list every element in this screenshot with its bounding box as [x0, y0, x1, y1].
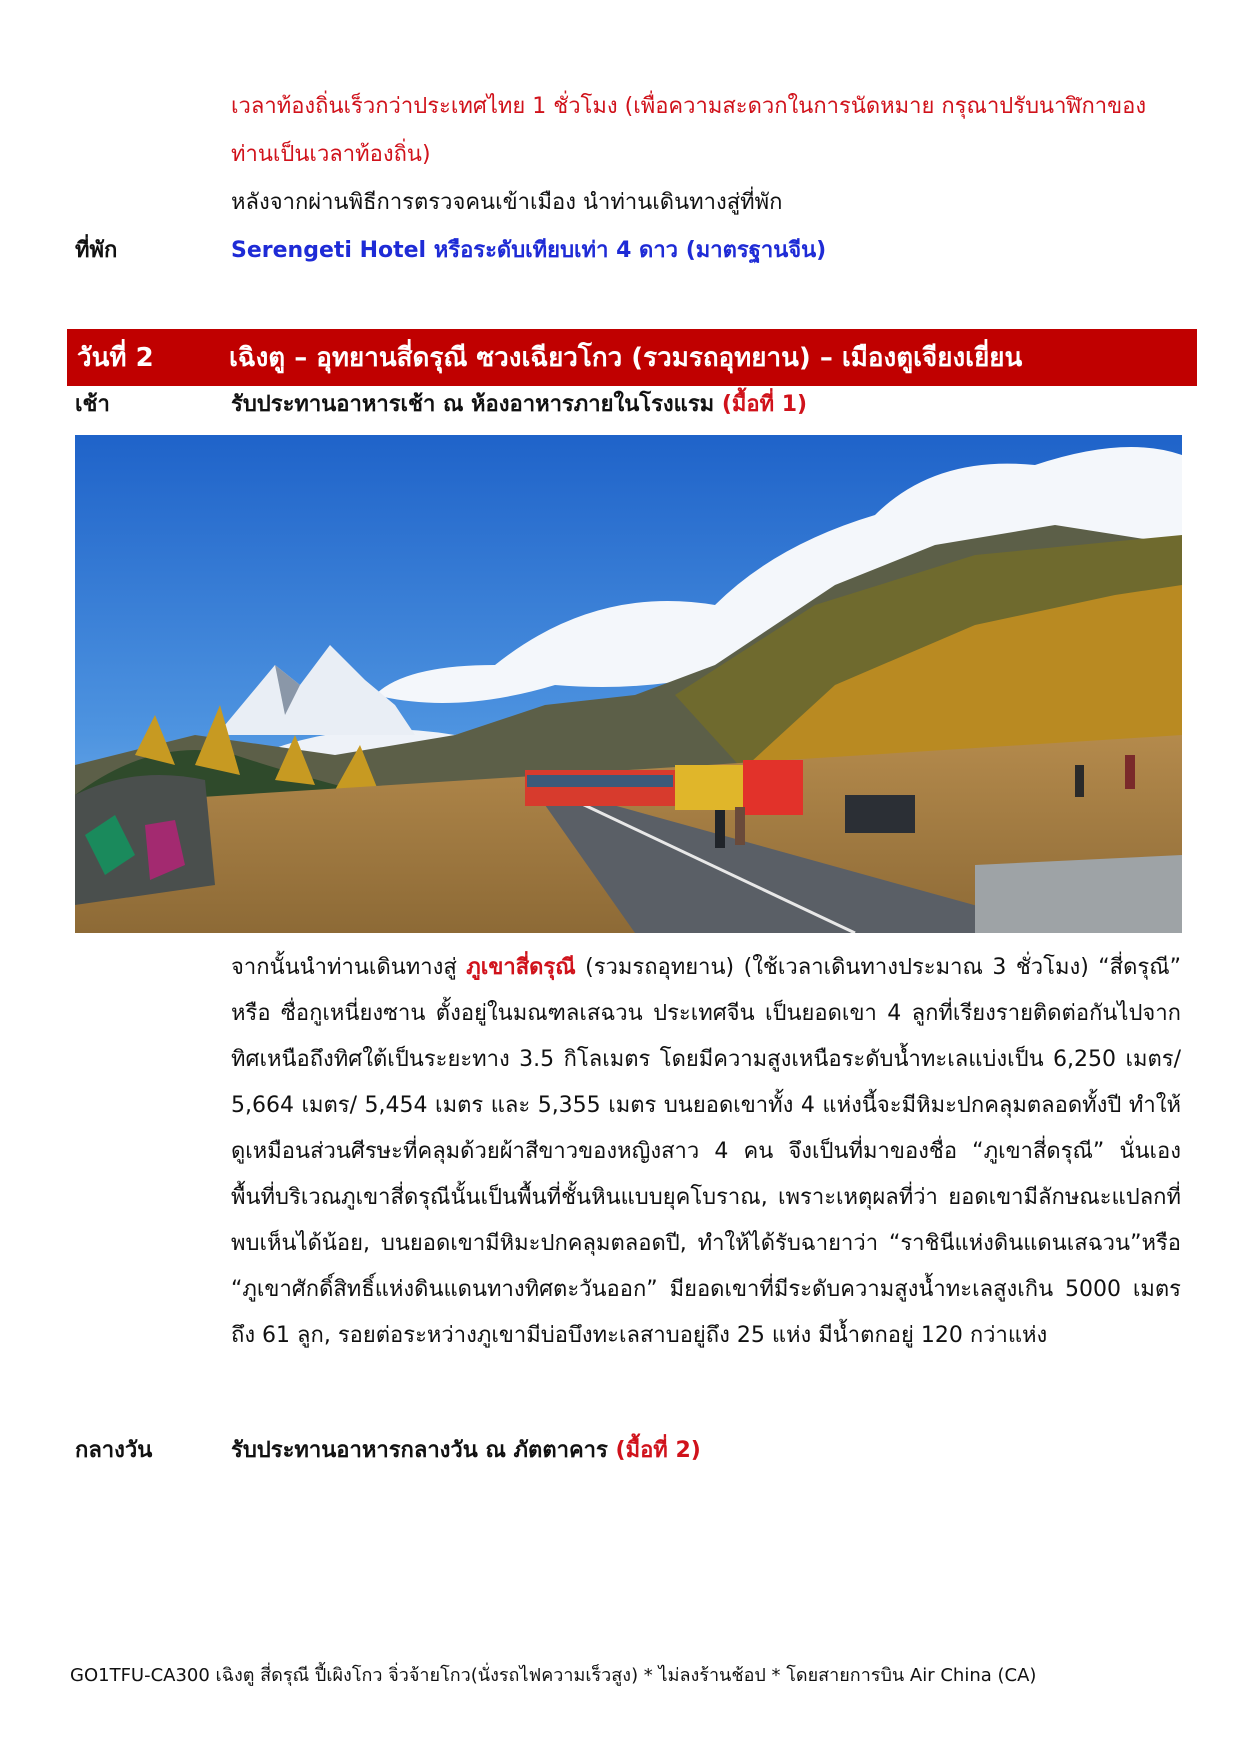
- mountain-landscape-photo: [75, 435, 1182, 933]
- lunch-label: กลางวัน: [75, 1438, 153, 1463]
- lunch-meal-number: (มื้อที่ 2): [615, 1438, 701, 1463]
- page-footer: GO1TFU-CA300 เฉิงตู สี่ดรุณี ปี้เผิงโกว จิ่วจ้ายโกว(นั่งรถไฟความเร็วสูง) * ไม่ลงร้านช้อป * โดยสายการบิน Air China (CA): [70, 1665, 1037, 1686]
- breakfast-text: รับประทานอาหารเช้า ณ ห้องอาหารภายในโรงแรม: [231, 392, 722, 417]
- immigration-note: หลังจากผ่านพิธีการตรวจคนเข้าเมือง นำท่านเดินทางสู่ที่พัก: [231, 190, 783, 215]
- description-highlight: ภูเขาสี่ดรุณี: [466, 955, 576, 980]
- day-header-band: [67, 329, 1197, 386]
- timezone-note-line2: ท่านเป็นเวลาท้องถิ่น): [231, 142, 431, 167]
- breakfast-label: เช้า: [75, 392, 110, 417]
- timezone-note-line1: เวลาท้องถิ่นเร็วกว่าประเทศไทย 1 ชั่วโมง (เพื่อความสะดวกในการนัดหมาย กรุณาปรับนาฬิกาของ: [231, 94, 1147, 119]
- day-title: เฉิงตู – อุทยานสี่ดรุณี ซวงเฉียวโกว (รวมรถอุทยาน) – เมืองตูเจียงเยี่ยน: [229, 343, 1023, 373]
- description-body: (รวมรถอุทยาน) (ใช้เวลาเดินทางประมาณ 3 ชั่วโมง) “สี่ดรุณี” หรือ ซื่อกูเหนี่ยงซาน ตั้งอยู่ในมณฑลเสฉวน ประเทศจีน เป็นยอดเขา 4 ลูกที่เรียงรายติดต่อกันไปจากทิศเหนือถึงทิศใต้เป็นระยะทาง 3.5 กิโลเมตร โดยมีความสูงเหนือระดับน้ำทะเลแบ่งเป็น 6,250 เมตร/ 5,664 เมตร/ 5,454 เมตร และ 5,355 เมตร บนยอดเขาทั้ง 4 แห่งนี้จะมีหิมะปกคลุมตลอดทั้งปี ทำให้ดูเหมือนส่วนศีรษะที่คลุมด้วยผ้าสีขาวของหญิงสาว 4 คน จึงเป็นที่มาของชื่อ “ภูเขาสี่ดรุณี” นั่นเองพื้นที่บริเวณภูเขาสี่ดรุณีนั้นเป็นพื้นที่ชั้นหินแบบยุคโบราณ, เพราะเหตุผลที่ว่า ยอดเขามีลักษณะแปลกที่พบเห็นได้น้อย, บนยอดเขามีหิมะปกคลุมตลอดปี, ทำให้ได้รับฉายาว่า “ราชินีแห่งดินแดนเสฉวน”หรือ “ภูเขาศักดิ์สิทธิ์แห่งดินแดนทางทิศตะวันออก” มียอดเขาที่มีระดับความสูงน้ำทะเลสูงเกิน 5000 เมตร ถึง 61 ลูก, รอยต่อระหว่างภูเขามีบ่อบึงทะเลสาบอยู่ถึง 25 แห่ง มีน้ำตกอยู่ 120 กว่าแห่ง: [231, 955, 1182, 1348]
- mountain-description: [231, 945, 1181, 1359]
- lunch-text: รับประทานอาหารกลางวัน ณ ภัตตาคาร: [231, 1438, 616, 1463]
- lunch-line: [231, 1428, 701, 1474]
- day-number: วันที่ 2: [77, 343, 154, 373]
- breakfast-meal-number: (มื้อที่ 1): [721, 392, 808, 417]
- hotel-label: ที่พัก: [75, 238, 118, 263]
- description-lead: จากนั้นนำท่านเดินทางสู่: [231, 955, 467, 980]
- hotel-name: Serengeti Hotel หรือระดับเทียบเท่า 4 ดาว (มาตรฐานจีน): [231, 238, 827, 263]
- breakfast-line: [231, 382, 807, 428]
